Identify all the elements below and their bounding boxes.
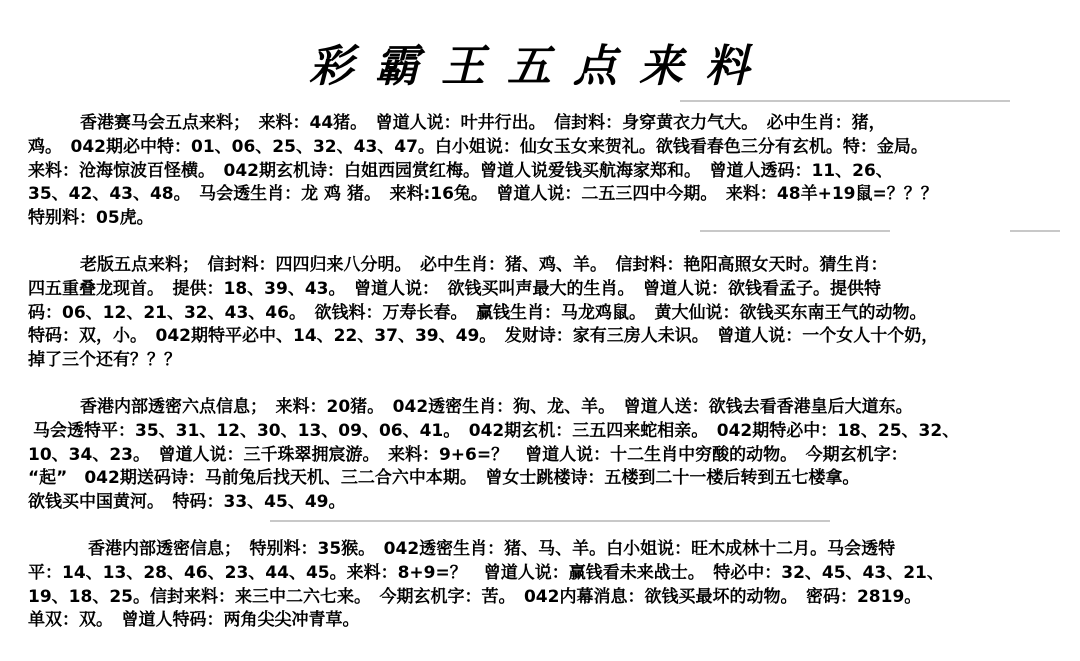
text-line: 掉了三个还有？？？	[28, 350, 181, 371]
text-line: 35、42、43、48。 马会透生肖：龙 鸡 猪。 来料:16兔。 曾道人说：二五三四中今期。 来料：48羊+19鼠=？？？	[28, 184, 938, 205]
text-line: “起” 042期送码诗：马前兔后找天机、三二合六中本期。 曾女士跳楼诗：五楼到二十一楼后转到五七楼拿。	[28, 468, 860, 489]
section-hk-inside-six-points	[28, 396, 1073, 515]
scan-artifact	[680, 100, 1010, 102]
text-line: 马会透特平：35、31、12、30、13、09、06、41。 042期玄机：三五四来蛇相亲。 042期特必中：18、25、32、	[33, 420, 960, 441]
section-hk-inside-info	[28, 538, 1073, 633]
text-line: 鸡。 042期必中特：01、06、25、32、43、47。白小姐说：仙女玉女来贺礼。欲钱看春色三分有玄机。特：金局。	[28, 136, 928, 157]
text-line: 10、34、23。 曾道人说：三千珠翠拥宸游。 来料：9+6=？ 曾道人说：十二生肖中穷酸的动物。 今期玄机字：	[28, 444, 908, 465]
text-line: 19、18、25。信封来料：来三中二六七来。 今期玄机字：苦。 042内幕消息：欲钱买最坏的动物。 密码：2819。	[28, 586, 922, 607]
text-line: 香港内部透密信息； 特别料：35猴。 042透密生肖：猪、马、羊。白小姐说：旺木成林十二月。马会透特	[88, 539, 896, 559]
text-line: 特别料：05虎。	[28, 208, 154, 229]
text-line: 单双：双。 曾道人特码：两角尖尖冲青草。	[28, 610, 360, 631]
text-line: 码：06、12、21、32、43、46。 欲钱料：万寿长春。 赢钱生肖：马龙鸡鼠。 黄大仙说：欲钱买东南王气的动物。	[28, 302, 927, 323]
text-line: 来料：沧海惊波百怪横。 042期玄机诗：白姐西园赏红梅。曾道人说爱钱买航海家郑和。 曾道人透码：11、26、	[28, 160, 893, 181]
text-line: 特码：双，小。 042期特平必中、14、22、37、39、49。 发财诗：家有三房人未识。 曾道人说：一个女人十个奶，	[28, 326, 939, 347]
section-old-edition	[28, 254, 1073, 373]
section-hk-jockey-club	[28, 112, 1073, 231]
text-line: 香港赛马会五点来料； 来料：44猪。 曾道人说：叶井行出。 信封料：身穿黄衣力气大。 必中生肖：猪，	[80, 113, 886, 133]
text-line: 香港内部透密六点信息； 来料：20猪。 042透密生肖：狗、龙、羊。 曾道人送：欲钱去看香港皇后大道东。	[80, 397, 913, 417]
scan-artifact	[270, 520, 830, 522]
text-line: 欲钱买中国黄河。 特码：33、45、49。	[28, 492, 346, 513]
page-title: 彩霸王五点来料	[309, 41, 771, 92]
text-line: 老版五点来料； 信封料：四四归来八分明。 必中生肖：猪、鸡、羊。 信封料：艳阳高照女天时。猜生肖：	[80, 255, 888, 275]
text-line: 平：14、13、28、46、23、44、45。来料：8+9=？ 曾道人说：赢钱看未来战士。 特必中：32、45、43、21、	[28, 562, 944, 583]
text-line: 四五重叠龙现首。 提供：18、39、43。 曾道人说： 欲钱买叫声最大的生肖。 曾道人说：欲钱看孟子。提供特	[28, 278, 881, 299]
